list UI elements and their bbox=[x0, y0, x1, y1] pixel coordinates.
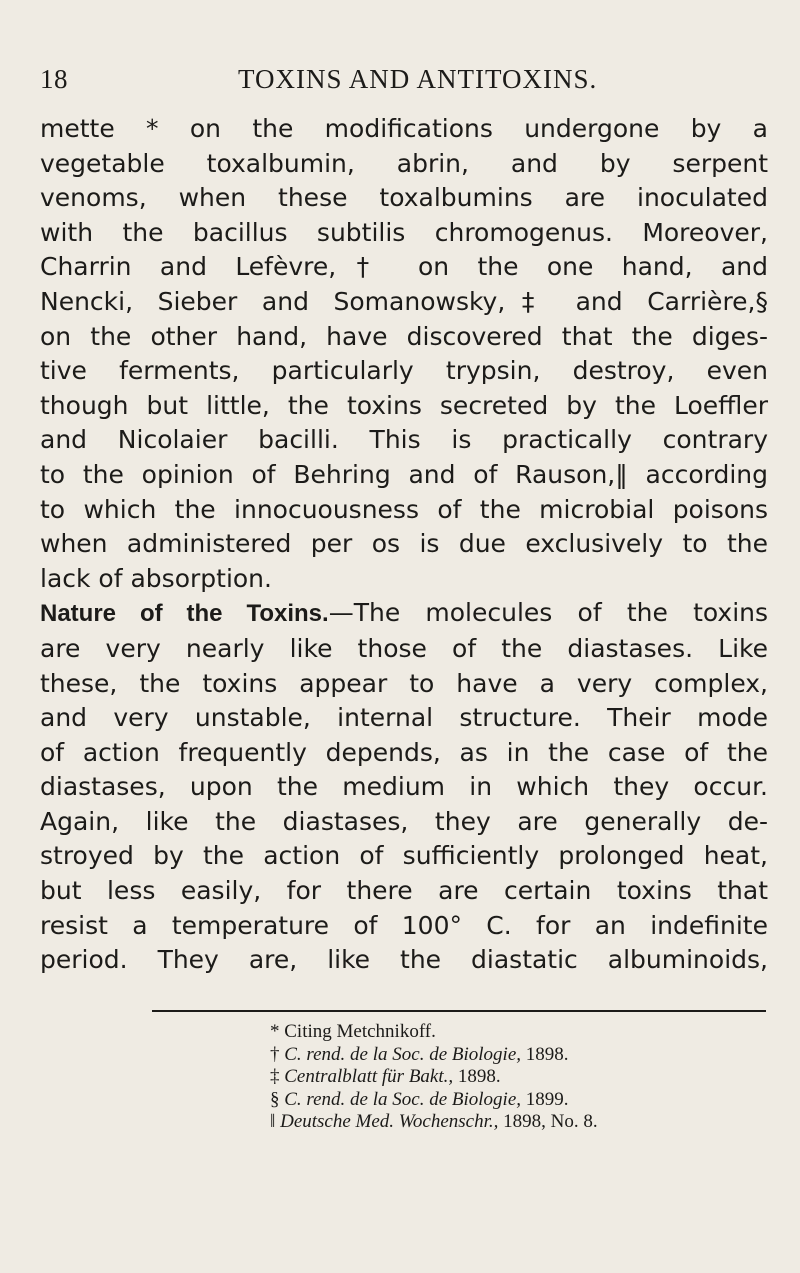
footnote-source: Centralblatt für Bakt., bbox=[284, 1066, 454, 1088]
footnote bbox=[270, 1021, 770, 1044]
text-line: resist a temperature of 100° C. for an indefinite bbox=[40, 910, 768, 940]
footnote bbox=[270, 1066, 770, 1089]
footnote-text: Citing Metchnikoff. bbox=[284, 1021, 436, 1042]
section-first-line-text: —The molecules of the toxins bbox=[328, 598, 769, 628]
footnote bbox=[270, 1044, 770, 1067]
page-number: 18 bbox=[40, 64, 68, 94]
text-line: to which the innocuousness of the microbial poisons bbox=[40, 494, 768, 524]
running-title: TOXINS AND ANTITOXINS. bbox=[238, 64, 598, 94]
footnote-mark: † bbox=[270, 1043, 280, 1065]
text-line: period. They are, like the diastatic albuminoids, bbox=[40, 945, 768, 975]
footnote-source: C. rend. de la Soc. de Biologie, bbox=[284, 1088, 521, 1110]
section-first-line bbox=[40, 596, 768, 632]
text-line: of action frequently depends, as in the case of the bbox=[40, 737, 768, 767]
text-line: though but little, the toxins secreted by the Loeffler bbox=[40, 390, 768, 420]
text-line: are very nearly like those of the diastases. Like bbox=[40, 633, 768, 663]
footnote-year: 1898. bbox=[457, 1066, 501, 1088]
text-line: mette * on the modifications undergone by a bbox=[40, 114, 768, 143]
text-line: Again, like the diastases, they are generally de- bbox=[40, 806, 768, 836]
text-line: to the opinion of Behring and of Rauson,‖ according bbox=[40, 459, 768, 489]
text-line: tive ferments, particularly trypsin, destroy, even bbox=[40, 356, 768, 386]
footnote-source: C. rend. de la Soc. de Biologie, bbox=[284, 1043, 521, 1065]
text-line: Nencki, Sieber and Somanowsky,‡ and Carrière,§ bbox=[40, 286, 768, 316]
footnote-source: Deutsche Med. Wochenschr., bbox=[280, 1111, 499, 1133]
section-heading: Nature of the Toxins. bbox=[40, 600, 329, 628]
text-line: but less easily, for there are certain toxins that bbox=[40, 876, 768, 906]
text-line: venoms, when these toxalbumins are inoculated bbox=[40, 183, 768, 213]
text-line: these, the toxins appear to have a very complex, bbox=[40, 668, 768, 698]
text-line: stroyed by the action of sufficiently prolonged heat, bbox=[40, 841, 768, 871]
text-line: on the other hand, have discovered that the diges- bbox=[40, 321, 768, 351]
text-line: when administered per os is due exclusively to the bbox=[40, 529, 768, 559]
footnote-mark: ‡ bbox=[270, 1066, 280, 1088]
text-line: Charrin and Lefèvre,† on the one hand, and bbox=[40, 252, 768, 282]
footnote-year: 1899. bbox=[525, 1088, 569, 1110]
footnote-mark: § bbox=[270, 1088, 280, 1110]
text-line: and very unstable, internal structure. Their mode bbox=[40, 703, 768, 733]
text-line: diastases, upon the medium in which they occur. bbox=[40, 772, 768, 802]
text-line: with the bacillus subtilis chromogenus. Moreover, bbox=[40, 217, 768, 247]
footnote-mark: ‖ bbox=[270, 1111, 276, 1133]
body-text bbox=[40, 112, 768, 978]
text-line: and Nicolaier bacilli. This is practically contrary bbox=[40, 425, 768, 455]
text-line: vegetable toxalbumin, abrin, and by serpent bbox=[40, 148, 768, 178]
footnote-year: 1898, No. 8. bbox=[503, 1111, 598, 1133]
footnotes bbox=[270, 1021, 770, 1134]
text-line: lack of absorption. bbox=[40, 563, 272, 593]
footnote-rule bbox=[152, 1010, 766, 1012]
footnote-year: 1898. bbox=[525, 1043, 569, 1065]
footnote-mark: * bbox=[270, 1021, 280, 1042]
footnote bbox=[270, 1111, 770, 1134]
running-head bbox=[30, 64, 770, 98]
footnote bbox=[270, 1089, 770, 1112]
